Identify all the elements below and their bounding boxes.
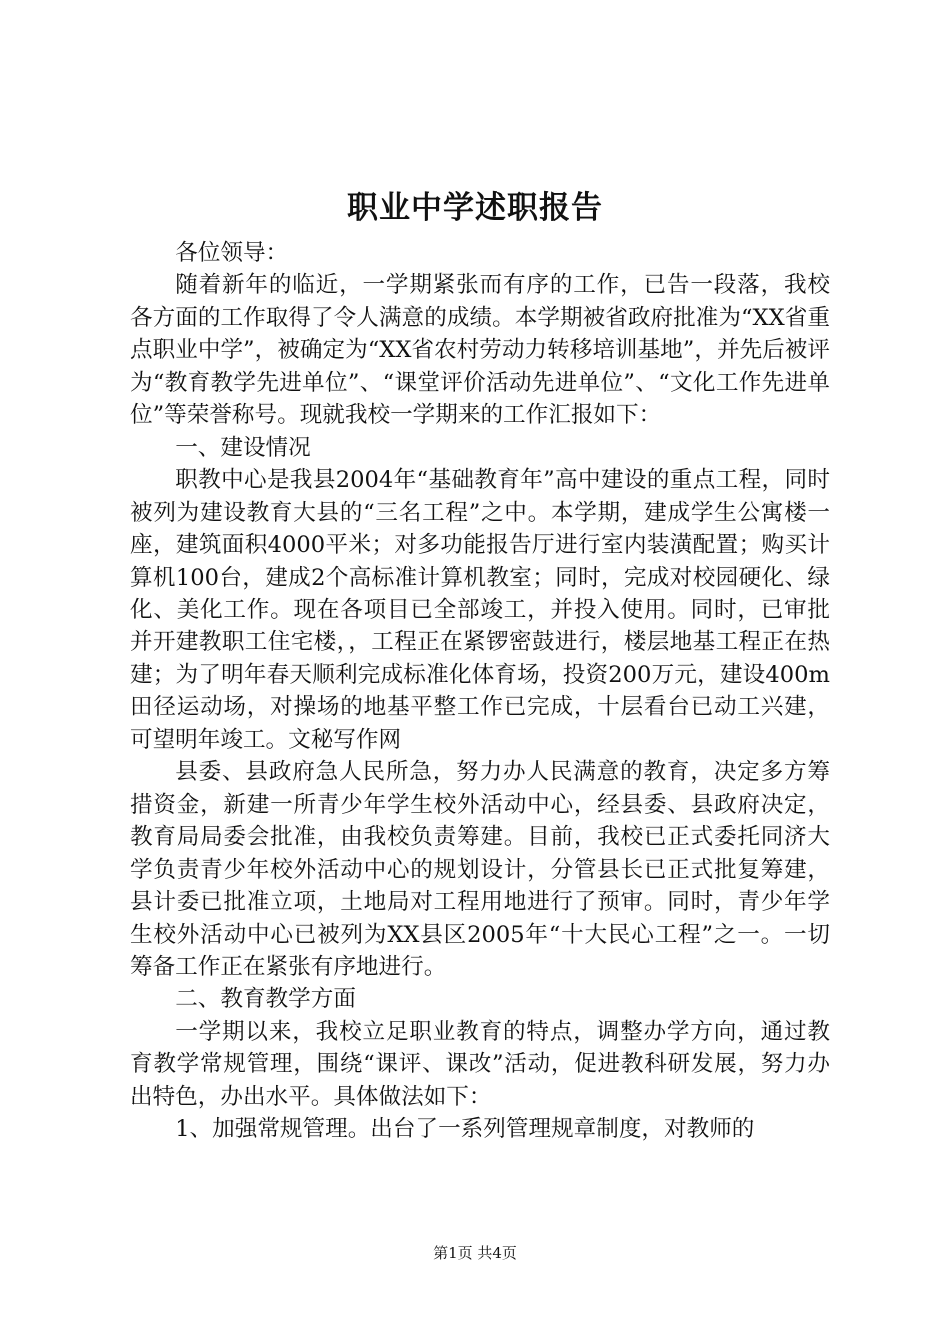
page-footer: 第1页 共4页 [433, 1244, 517, 1262]
document-title: 职业中学述职报告 [347, 190, 603, 226]
section-heading-education: 二、教育教学方面 [175, 986, 356, 1013]
paragraph-intro: 随着新年的临近，一学期紧张而有序的工作，已告一段落，我校各方面的工作取得了令人满意的成绩。本学期被省政府批准为“XX省重点职业中学”，被确定为“XX省农村劳动力转移培训基地”，并先后被评为“教育教学先进单位”、“课堂评价活动先进单位”、“文化工作先进单位”等荣誉称号。现就我校一学期来的工作汇报如下： [130, 272, 830, 429]
paragraph-management: 1、加强常规管理。出台了一系列管理规章制度，对教师的 [175, 1116, 755, 1143]
paragraph-activity-center: 县委、县政府急人民所急，努力办人民满意的教育，决定多方筹措资金，新建一所青少年学生校外活动中心，经县委、县政府决定，教育局局委会批准，由我校负责筹建。目前，我校已正式委托同济大学负责青少年校外活动中心的规划设计，分管县长已正式批复筹建，县计委已批准立项，土地局对工程用地进行了预审。同时，青少年学生校外活动中心已被列为XX县区2005年“十大民心工程”之一。一切筹备工作正在紧张有序地进行。 [130, 759, 830, 980]
paragraph-construction: 职教中心是我县2004年“基础教育年”高中建设的重点工程，同时被列为建设教育大县的“三名工程”之中。本学期，建成学生公寓楼一座，建筑面积4000平米；对多功能报告厅进行室内装潢配置；购买计算机100台，建成2个高标准计算机教室；同时，完成对校园硬化、绿化、美化工作。现在各项目已全部竣工，并投入使用。同时，已审批并开建教职工住宅楼，，工程正在紧锣密鼓进行，楼层地基工程正在热建；为了明年春天顺利完成标准化体育场，投资200万元，建设400m田径运动场，对操场的地基平整工作已完成，十层看台已动工兴建，可望明年竣工。文秘写作网 [130, 467, 830, 753]
document-body [130, 237, 830, 1146]
section-heading-construction: 一、建设情况 [175, 434, 311, 461]
paragraph-education: 一学期以来，我校立足职业教育的特点，调整办学方向，通过教育教学常规管理，围绕“课评、课改”活动，促进教科研发展，努力办出特色，办出水平。具体做法如下： [130, 1018, 830, 1110]
salutation: 各位领导： [175, 240, 289, 266]
